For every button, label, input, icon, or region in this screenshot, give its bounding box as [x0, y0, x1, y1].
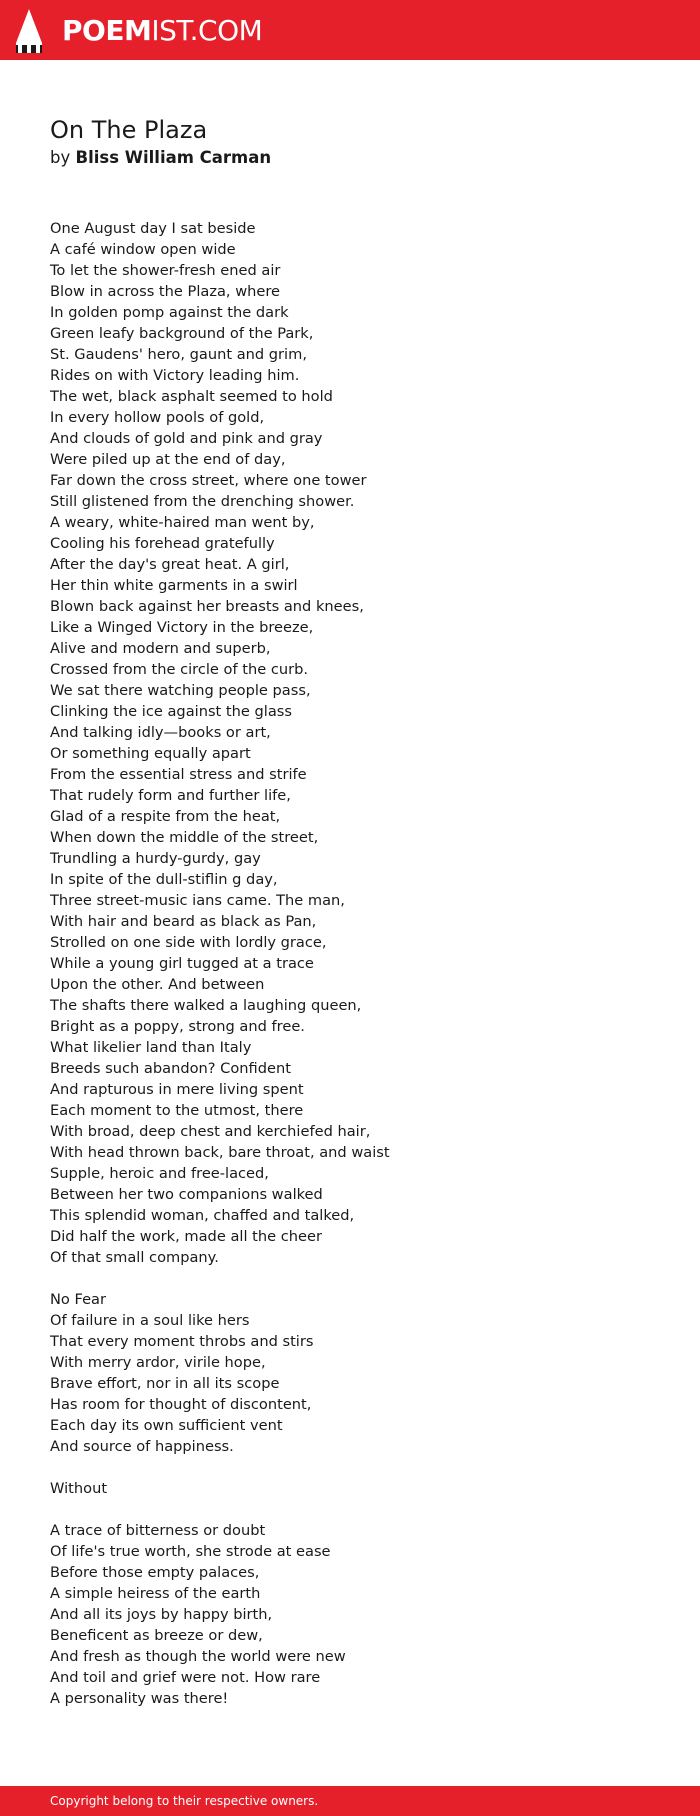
- by-label: by: [50, 148, 71, 167]
- brand-name-light: IST.COM: [151, 14, 263, 47]
- site-header: [0, 0, 700, 60]
- poem-body: One August day I sat beside A café window open wide To let the shower-fresh ened air Blow in across the Plaza, where In golden pomp against the dark Green leafy background of the Park, St. Gaudens' hero, gaunt and grim, Rides on with Victory leading him. The wet, black asphalt seemed to hold In every hollow pools of gold, And clouds of gold and pink and gray Were piled up at the end of day, Far down the cross street, where one tower Still glistened from the drenching shower. A weary, white-haired man went by, Cooling his forehead gratefully After the day's great heat. A girl, Her thin white garments in a swirl Blown back against her breasts and knees, Like a Winged Victory in the breeze, Alive and modern and superb, Crossed from the circle of the curb. We sat there watching people pass, Clinking the ice against the glass And talking idly—books or art, Or something equally apart From the essential stress and strife That rudely form and further life, Glad of a respite from the heat, When down the middle of the street, Trundling a hurdy-gurdy, gay In spite of the dull-stiflin g day, Three street-music ians came. The man, With hair and beard as black as Pan, Strolled on one side with lordly grace, While a young girl tugged at a trace Upon the other. And between The shafts there walked a laughing queen, Bright as a poppy, strong and free. What likelier land than Italy Breeds such abandon? Confident And rapturous in mere living spent Each moment to the utmost, there With broad, deep chest and kerchiefed hair, With head thrown back, bare throat, and waist Supple, heroic and free-laced, Between her two companions walked This splendid woman, chaffed and talked, Did half the work, made all the cheer Of that small company. No Fear Of failure in a soul like hers That every moment throbs and stirs With merry ardor, virile hope, Brave effort, nor in all its scope Has room for thought of discontent, Each day its own sufficient vent And source of happiness. Without A trace of bitterness or doubt Of life's true worth, she strode at ease Before those empty palaces, A simple heiress of the earth And all its joys by happy birth, Beneficent as breeze or dew, And fresh as though the world were new And toil and grief were not. How rare A personality was there!: [50, 220, 390, 1707]
- brand-name: [62, 9, 262, 53]
- poem-author: Bliss William Carman: [75, 148, 272, 167]
- pen-nib-icon: [16, 9, 42, 53]
- poem-title: On The Plaza: [50, 116, 208, 144]
- poem-byline: [50, 146, 271, 170]
- footer-copyright: Copyright belong to their respective owners.: [50, 1794, 319, 1808]
- brand-name-bold: POEM: [62, 14, 152, 47]
- site-logo-link[interactable]: [16, 9, 262, 53]
- site-footer: [0, 1786, 700, 1816]
